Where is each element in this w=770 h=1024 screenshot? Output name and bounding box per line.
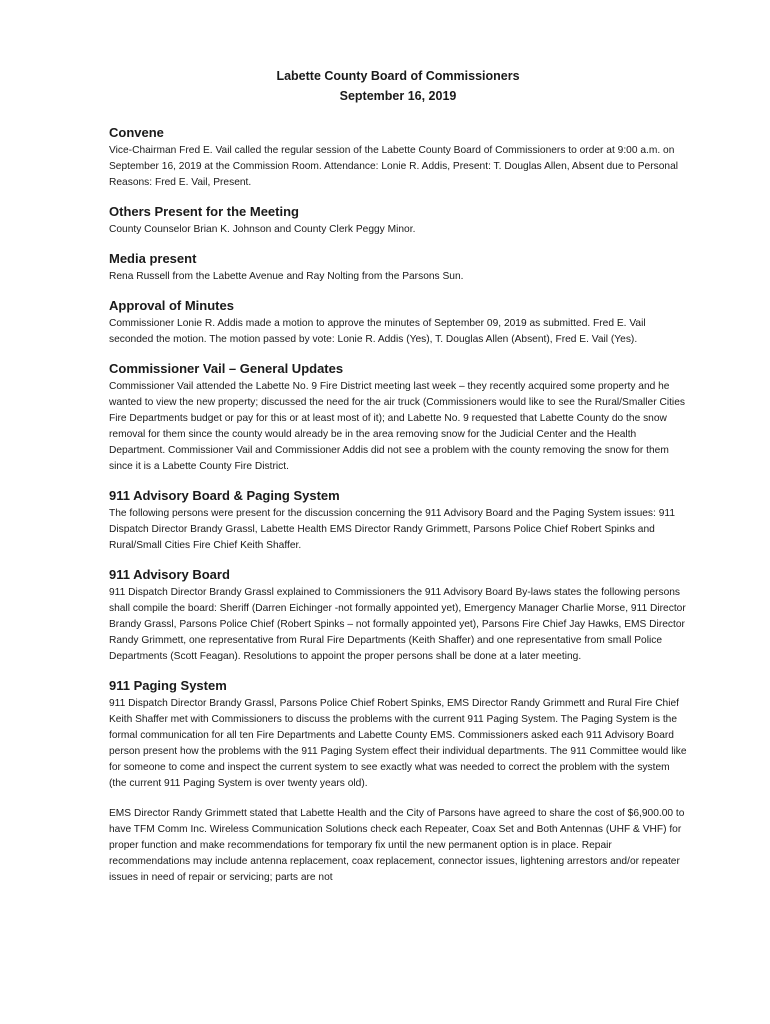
section-heading: 911 Advisory Board bbox=[109, 567, 230, 582]
section-paragraph: Vice-Chairman Fred E. Vail called the regular session of the Labette County Board of Commissioners to order at 9:00 a.m. on September 16, 2019 at the Commission Room. Attendance: Lonie R. Addis, Present: T. Douglas Allen, Absent due to Personal Reasons: Fred E. Vail, Present. bbox=[109, 145, 679, 188]
section-paragraph: Commissioner Lonie R. Addis made a motion to approve the minutes of September 09, 2019 as submitted. Fred E. Vail seconded the motion. The motion passed by vote: Lonie R. Addis (Yes), T. Douglas Allen (Absent), Fred E. Vail (Yes). bbox=[109, 318, 646, 345]
section-approval-of-minutes bbox=[109, 297, 687, 348]
section-media-present bbox=[109, 250, 687, 285]
section-911-advisory-paging bbox=[109, 487, 687, 554]
section-heading: Media present bbox=[109, 251, 197, 266]
section-paragraph: EMS Director Randy Grimmett stated that Labette Health and the City of Parsons have agreed to share the cost of $6,900.00 to have TFM Comm Inc. Wireless Communication Solutions check each Repeater, Coax Set and Both Antennas (UHF & VHF) for proper function and make recommendations for temporary fix until the new permanent option is in place. Repair recommendations may include antenna replacement, coax replacement, connector issues, lightening arrestors and/or repeater issues in need of repair or servicing; parts are not bbox=[109, 808, 685, 883]
document-page bbox=[109, 66, 687, 898]
section-heading: Others Present for the Meeting bbox=[109, 204, 299, 219]
section-others-present bbox=[109, 203, 687, 238]
section-911-advisory-board bbox=[109, 566, 687, 665]
section-paragraph: Rena Russell from the Labette Avenue and Ray Nolting from the Parsons Sun. bbox=[109, 271, 464, 282]
section-heading: Commissioner Vail – General Updates bbox=[109, 361, 344, 376]
section-paragraph: 911 Dispatch Director Brandy Grassl, Parsons Police Chief Robert Spinks, EMS Director Randy Grimmett and Rural Fire Chief Keith Shaffer met with Commissioners to discuss the problems with the current 911 Paging System. The Paging System is the formal communication for all ten Fire Departments and Labette County EMS. Commissioners asked each 911 Advisory Board person present how the problems with the 911 Paging System effect their individual departments. The 911 Committee would like for someone to come and inspect the current system to see exactly what was needed to correct the problem with the system (the current 911 Paging System is over twenty years old). bbox=[109, 698, 687, 789]
section-paragraph: The following persons were present for the discussion concerning the 911 Advisory Board and the Paging System issues: 911 Dispatch Director Brandy Grassl, Labette Health EMS Director Randy Grimmett, Parsons Police Chief Robert Spinks and Rural/Small Cities Fire Chief Keith Shaffer. bbox=[109, 508, 675, 551]
section-heading: 911 Advisory Board & Paging System bbox=[109, 488, 340, 503]
section-convene bbox=[109, 124, 687, 191]
section-paragraph: County Counselor Brian K. Johnson and County Clerk Peggy Minor. bbox=[109, 224, 416, 235]
document-date: September 16, 2019 bbox=[339, 89, 457, 103]
section-paragraph: Commissioner Vail attended the Labette No. 9 Fire District meeting last week – they recently acquired some property and he wanted to view the new property; discussed the need for the air truck (Commissioners would like to see the Rural/Smaller Cities Fire Departments budget or pay for this or at least most of it); and Labette No. 9 requested that Labette County do the snow removal for them since the county would already be in the area removing snow for the Judicial Center and the Health Department. Commissioner Vail and Commissioner Addis did not see a problem with the county removing the snow for them since it is a Labette County Fire District. bbox=[109, 381, 685, 472]
section-heading: Approval of Minutes bbox=[109, 298, 234, 313]
document-title-block bbox=[109, 66, 687, 106]
document-title: Labette County Board of Commissioners bbox=[276, 69, 520, 83]
section-heading: Convene bbox=[109, 125, 164, 140]
section-911-paging-system bbox=[109, 677, 687, 886]
section-general-updates bbox=[109, 360, 687, 475]
section-heading: 911 Paging System bbox=[109, 678, 227, 693]
section-paragraph: 911 Dispatch Director Brandy Grassl explained to Commissioners the 911 Advisory Board By-laws states the following persons shall compile the board: Sheriff (Darren Eichinger -not formally appointed yet), Emergency Manager Charlie Morse, 911 Director Brandy Grassl, Parsons Police Chief (Robert Spinks – not formally appointed yet), Parsons Fire Chief Jay Hawks, EMS Director Randy Grimmett, one representative from Rural Fire Departments (Keith Shaffer) and one representative from small Police Departments (Scott Feagan). Resolutions to appoint the proper persons shall be done at a later meeting. bbox=[109, 587, 686, 662]
